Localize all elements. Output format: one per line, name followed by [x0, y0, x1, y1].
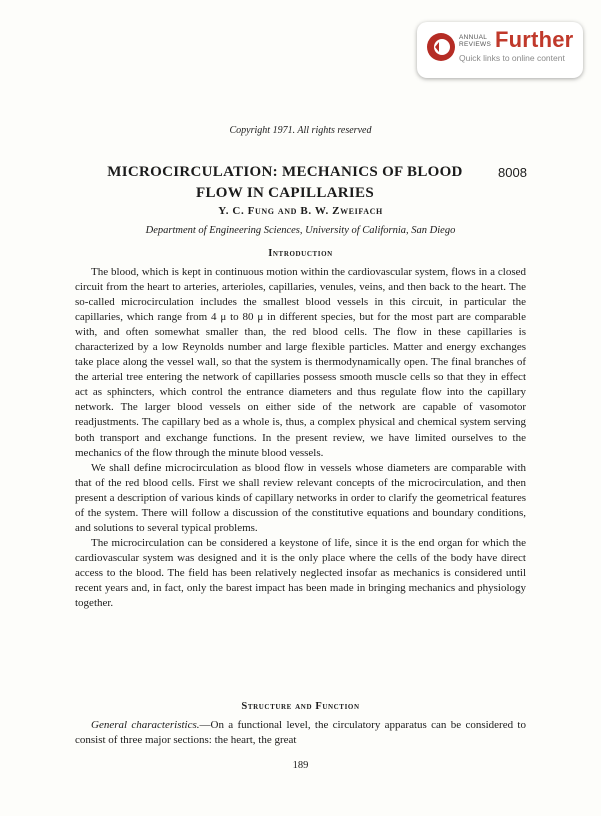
page-number: 189 [292, 760, 309, 771]
annual-reviews-further-banner[interactable] [417, 22, 583, 78]
section-heading-structure: Structure and Function [241, 701, 360, 712]
article-code: 8008 [498, 165, 527, 180]
banner-tagline: Quick links to online content [459, 53, 565, 63]
copyright-notice: Copyright 1971. All rights reserved [229, 125, 372, 136]
title-line-1: MICROCIRCULATION: MECHANICS OF BLOOD [107, 164, 463, 180]
paragraph [75, 718, 526, 748]
introduction-body [75, 265, 526, 611]
subsection-text: —On a functional level, the circulatory apparatus can be considered to consist of three major sections: the heart, the great [75, 719, 526, 747]
article-title [80, 162, 490, 204]
subsection-lead: General characteristics. [91, 719, 200, 731]
affiliation: Department of Engineering Sciences, University of California, San Diego [145, 225, 456, 236]
annual-reviews-logo-icon [427, 33, 455, 61]
paragraph: The blood, which is kept in continuous motion within the cardiovascular system, flows in a closed circuit from the heart to arteries, arterioles, capillaries, venules, veins, and then back to the heart. The so-called microcirculation includes the smallest blood vessels in this circuit, in particular the capillaries, which range from 4 μ to 80 μ in different species, but for the most part are comparable with, and often somewhat smaller than, the red blood cells. The flow in these capillaries is characterized by a low Reynolds number and large flexible particles. Matter and energy exchanges take place along the vessel wall, so that the system is thermodynamically open. The final branches of the arterial tree entering the network of capillaries possess smooth muscle cells so that they in effect act as sphincters, which control the entrance diameters and thus regulate flow into the capillary network. The larger blood vessels on either side of the network are capable of vasomotor readjustments. The capillary bed as a whole is, thus, a complex physical and chemical system serving both transport and exchange functions. In the present review, we have limited ourselves to the mechanics of the flow through the minute blood vessels. [75, 266, 526, 459]
title-line-2: FLOW IN CAPILLARIES [196, 185, 374, 201]
paragraph: We shall define microcirculation as blood flow in vessels whose diameters are comparable with that of the red blood cells. First we shall review relevant concepts of the microcirculation, and then present a description of various kinds of capillary networks in order to clarify the geometrical features of the system. There will follow a discussion of the constitutive equations and boundary conditions, and solutions to several typical problems. [75, 461, 526, 534]
paragraph: The microcirculation can be considered a keystone of life, since it is the end organ for which the cardiovascular system was designed and it is the only place where the cells of the body have direct access to the blood. The field has been relatively neglected insofar as mechanics is considered until recent years and, in fact, only the barest impact has been made in bringing mechanics and physiology together. [75, 536, 526, 610]
section-heading-introduction: Introduction [268, 248, 333, 259]
authors: Y. C. Fung and B. W. Zweifach [218, 205, 383, 217]
structure-body [75, 718, 526, 748]
banner-reviews-label: REVIEWS [459, 41, 492, 48]
banner-further-label: Further [495, 27, 574, 52]
banner-annual-label: ANNUAL [459, 34, 488, 41]
